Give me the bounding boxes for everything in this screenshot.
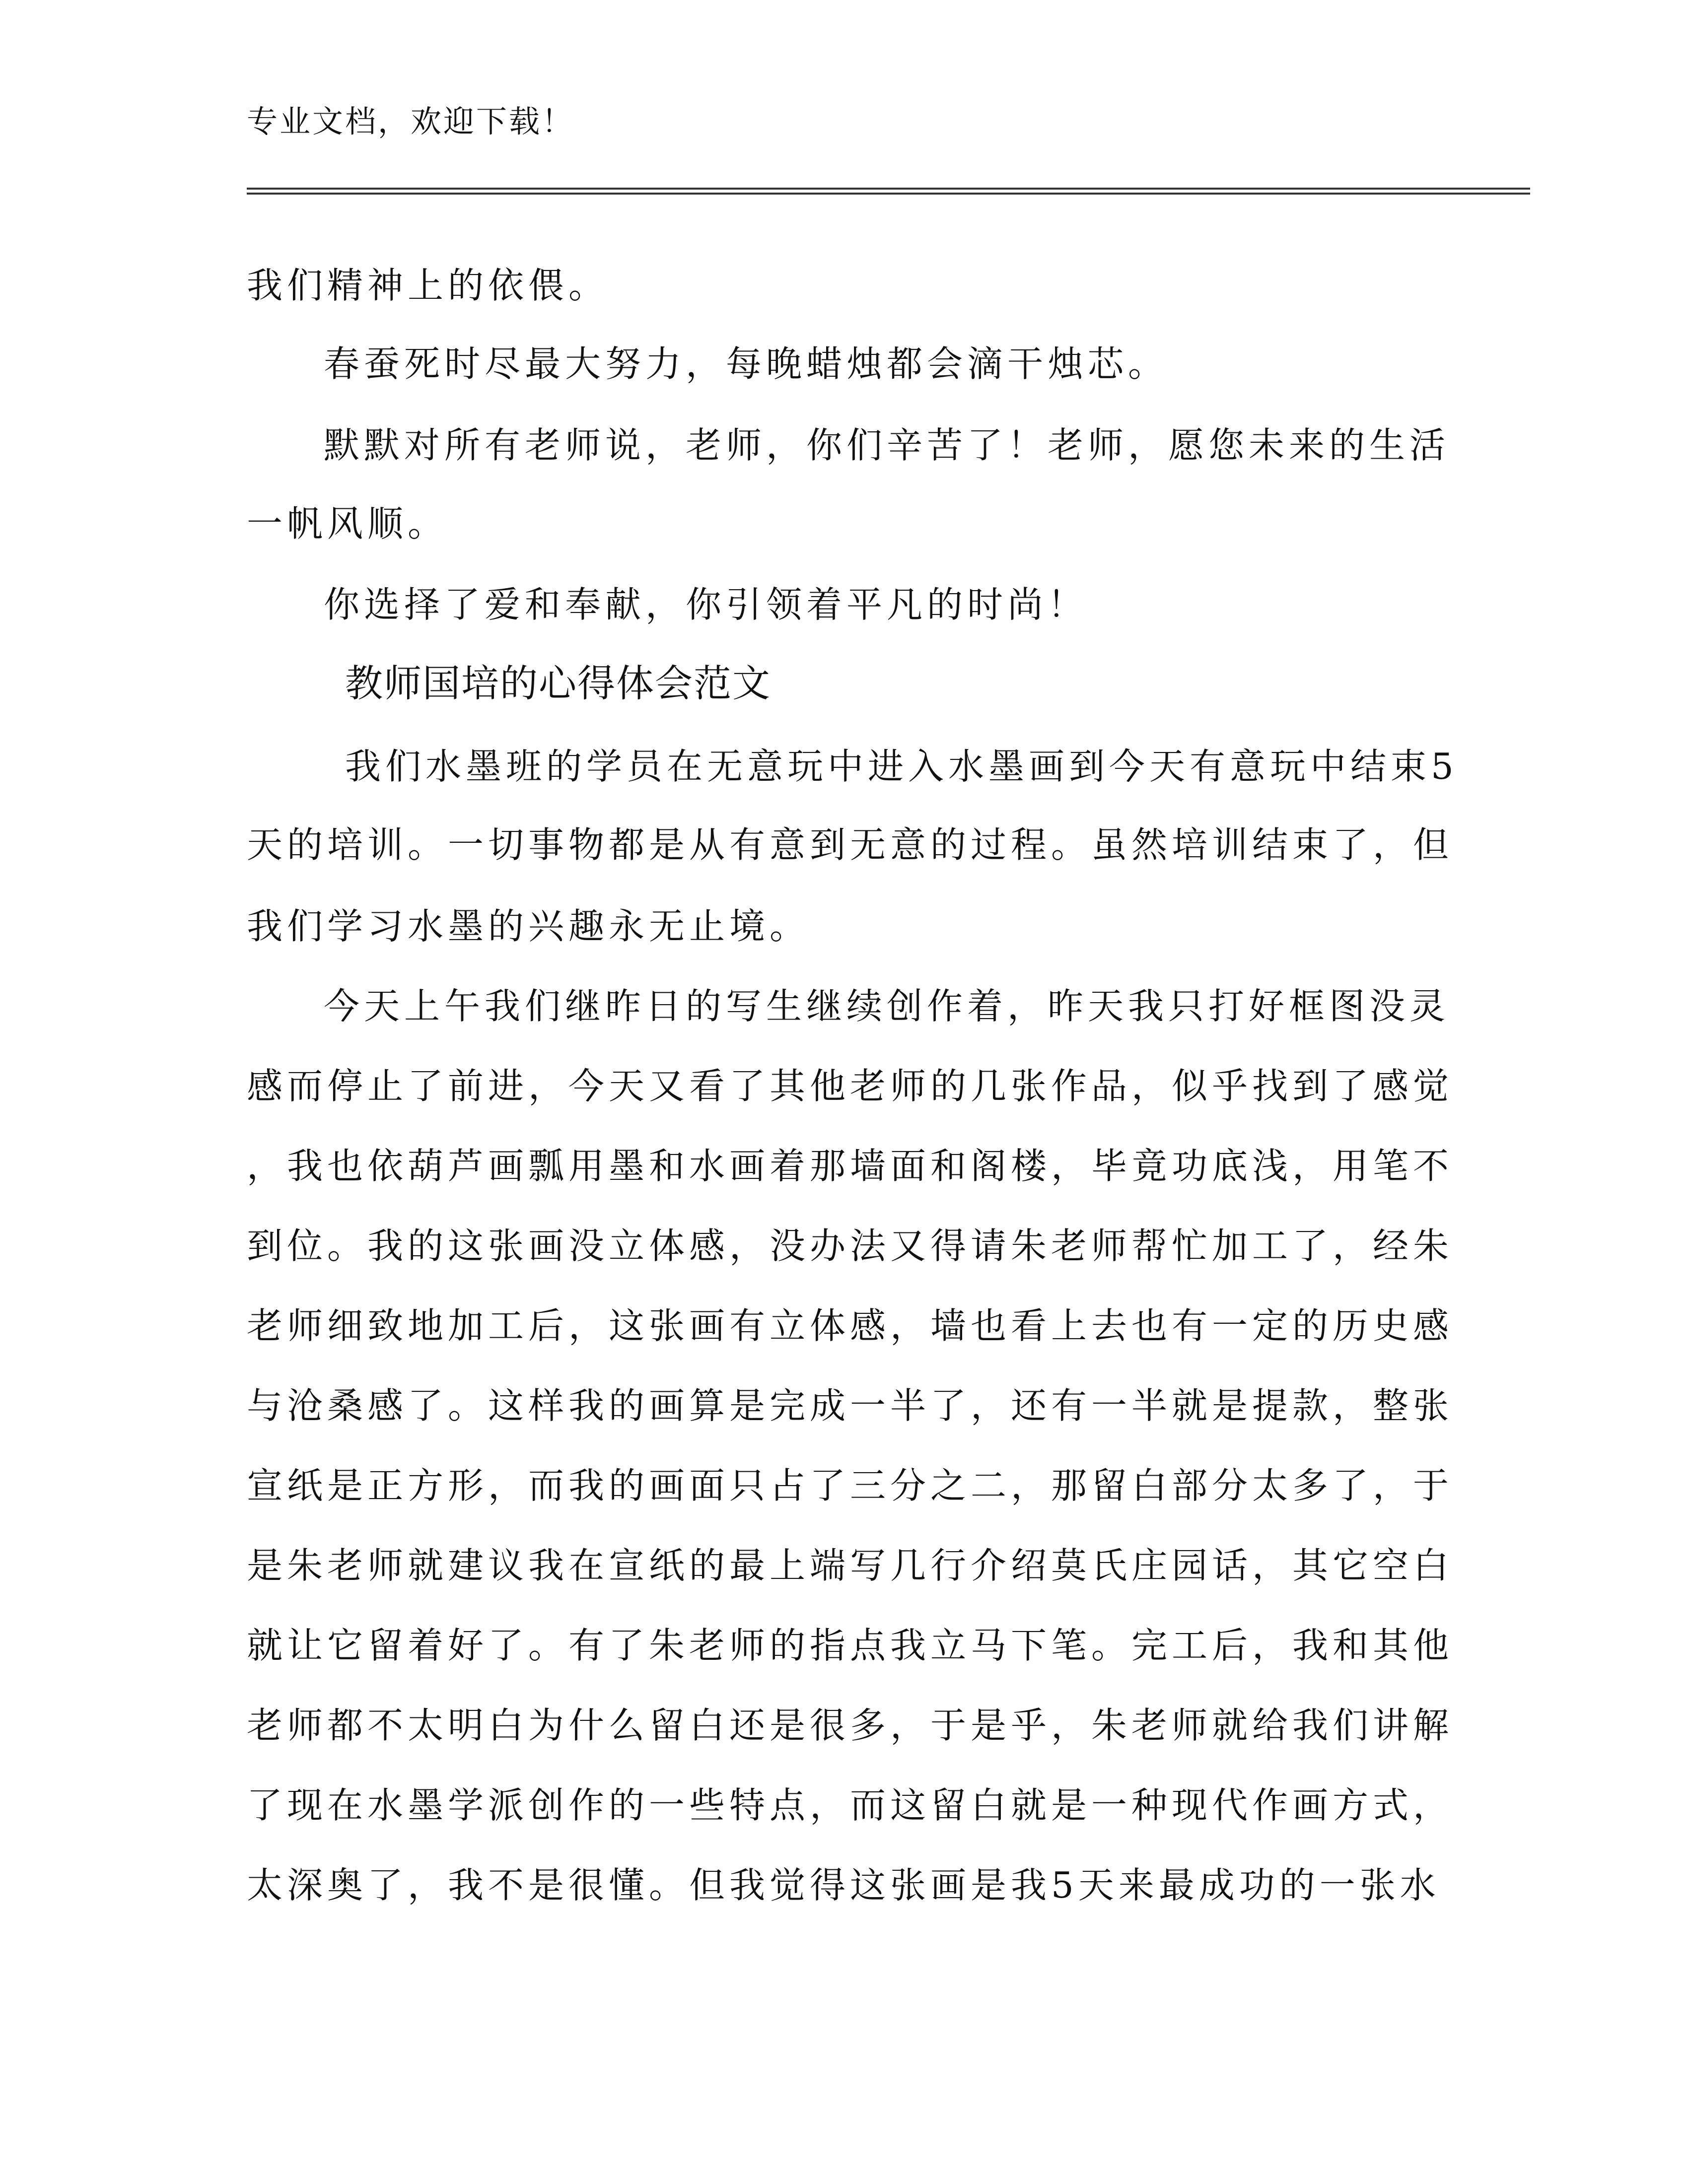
paragraph-line: 我们精神上的依偎。 — [247, 265, 609, 306]
paragraph-line: 与沧桑感了。这样我的画算是完成一半了，还有一半就是提款，整张 — [247, 1385, 1454, 1427]
paragraph-line: 到位。我的这张画没立体感，没办法又得请朱老师帮忙加工了，经朱 — [247, 1225, 1454, 1267]
paragraph-line: 春蚕死时尽最大努力，每晚蜡烛都会滴干烛芯。 — [324, 343, 1169, 385]
paragraph-line: 是朱老师就建议我在宣纸的最上端写几行介绍莫氏庄园话，其它空白 — [247, 1545, 1454, 1586]
paragraph-line: 我们水墨班的学员在无意玩中进入水墨画到今天有意玩中结束5 — [345, 746, 1458, 787]
header-text: 专业文档，欢迎下载！ — [247, 103, 575, 139]
paragraph-line: 太深奥了，我不是很懂。但我觉得这张画是我5天来最成功的一张水 — [247, 1864, 1440, 1906]
paragraph-line: 你选择了爱和奉献，你引领着平凡的时尚！ — [324, 584, 1088, 625]
paragraph-line: 宣纸是正方形，而我的画面只占了三分之二，那留白部分太多了，于 — [247, 1465, 1454, 1506]
section-title: 教师国培的心得体会范文 — [345, 661, 771, 705]
paragraph-line: 默默对所有老师说，老师，你们辛苦了！老师，愿您未来的生活 — [324, 424, 1450, 466]
paragraph-line: 老师都不太明白为什么留白还是很多，于是乎，朱老师就给我们讲解 — [247, 1705, 1454, 1746]
paragraph-line: 天的培训。一切事物都是从有意到无意的过程。虽然培训结束了，但 — [247, 824, 1454, 866]
paragraph-line: 老师细致地加工后，这张画有立体感，墙也看上去也有一定的历史感 — [247, 1305, 1454, 1347]
paragraph-line: 了现在水墨学派创作的一些特点，而这留白就是一种现代作画方式， — [247, 1784, 1454, 1826]
header-double-rule — [247, 188, 1530, 195]
paragraph-line: ，我也依葫芦画瓢用墨和水画着那墙面和阁楼，毕竟功底浅，用笔不 — [247, 1145, 1454, 1187]
paragraph-line: 我们学习水墨的兴趣永无止境。 — [247, 905, 810, 947]
paragraph-line: 一帆风顺。 — [247, 503, 448, 545]
paragraph-line: 就让它留着好了。有了朱老师的指点我立马下笔。完工后，我和其他 — [247, 1625, 1454, 1666]
paragraph-line: 今天上午我们继昨日的写生继续创作着，昨天我只打好框图没灵 — [324, 985, 1450, 1027]
paragraph-line: 感而停止了前进，今天又看了其他老师的几张作品，似乎找到了感觉 — [247, 1065, 1454, 1107]
